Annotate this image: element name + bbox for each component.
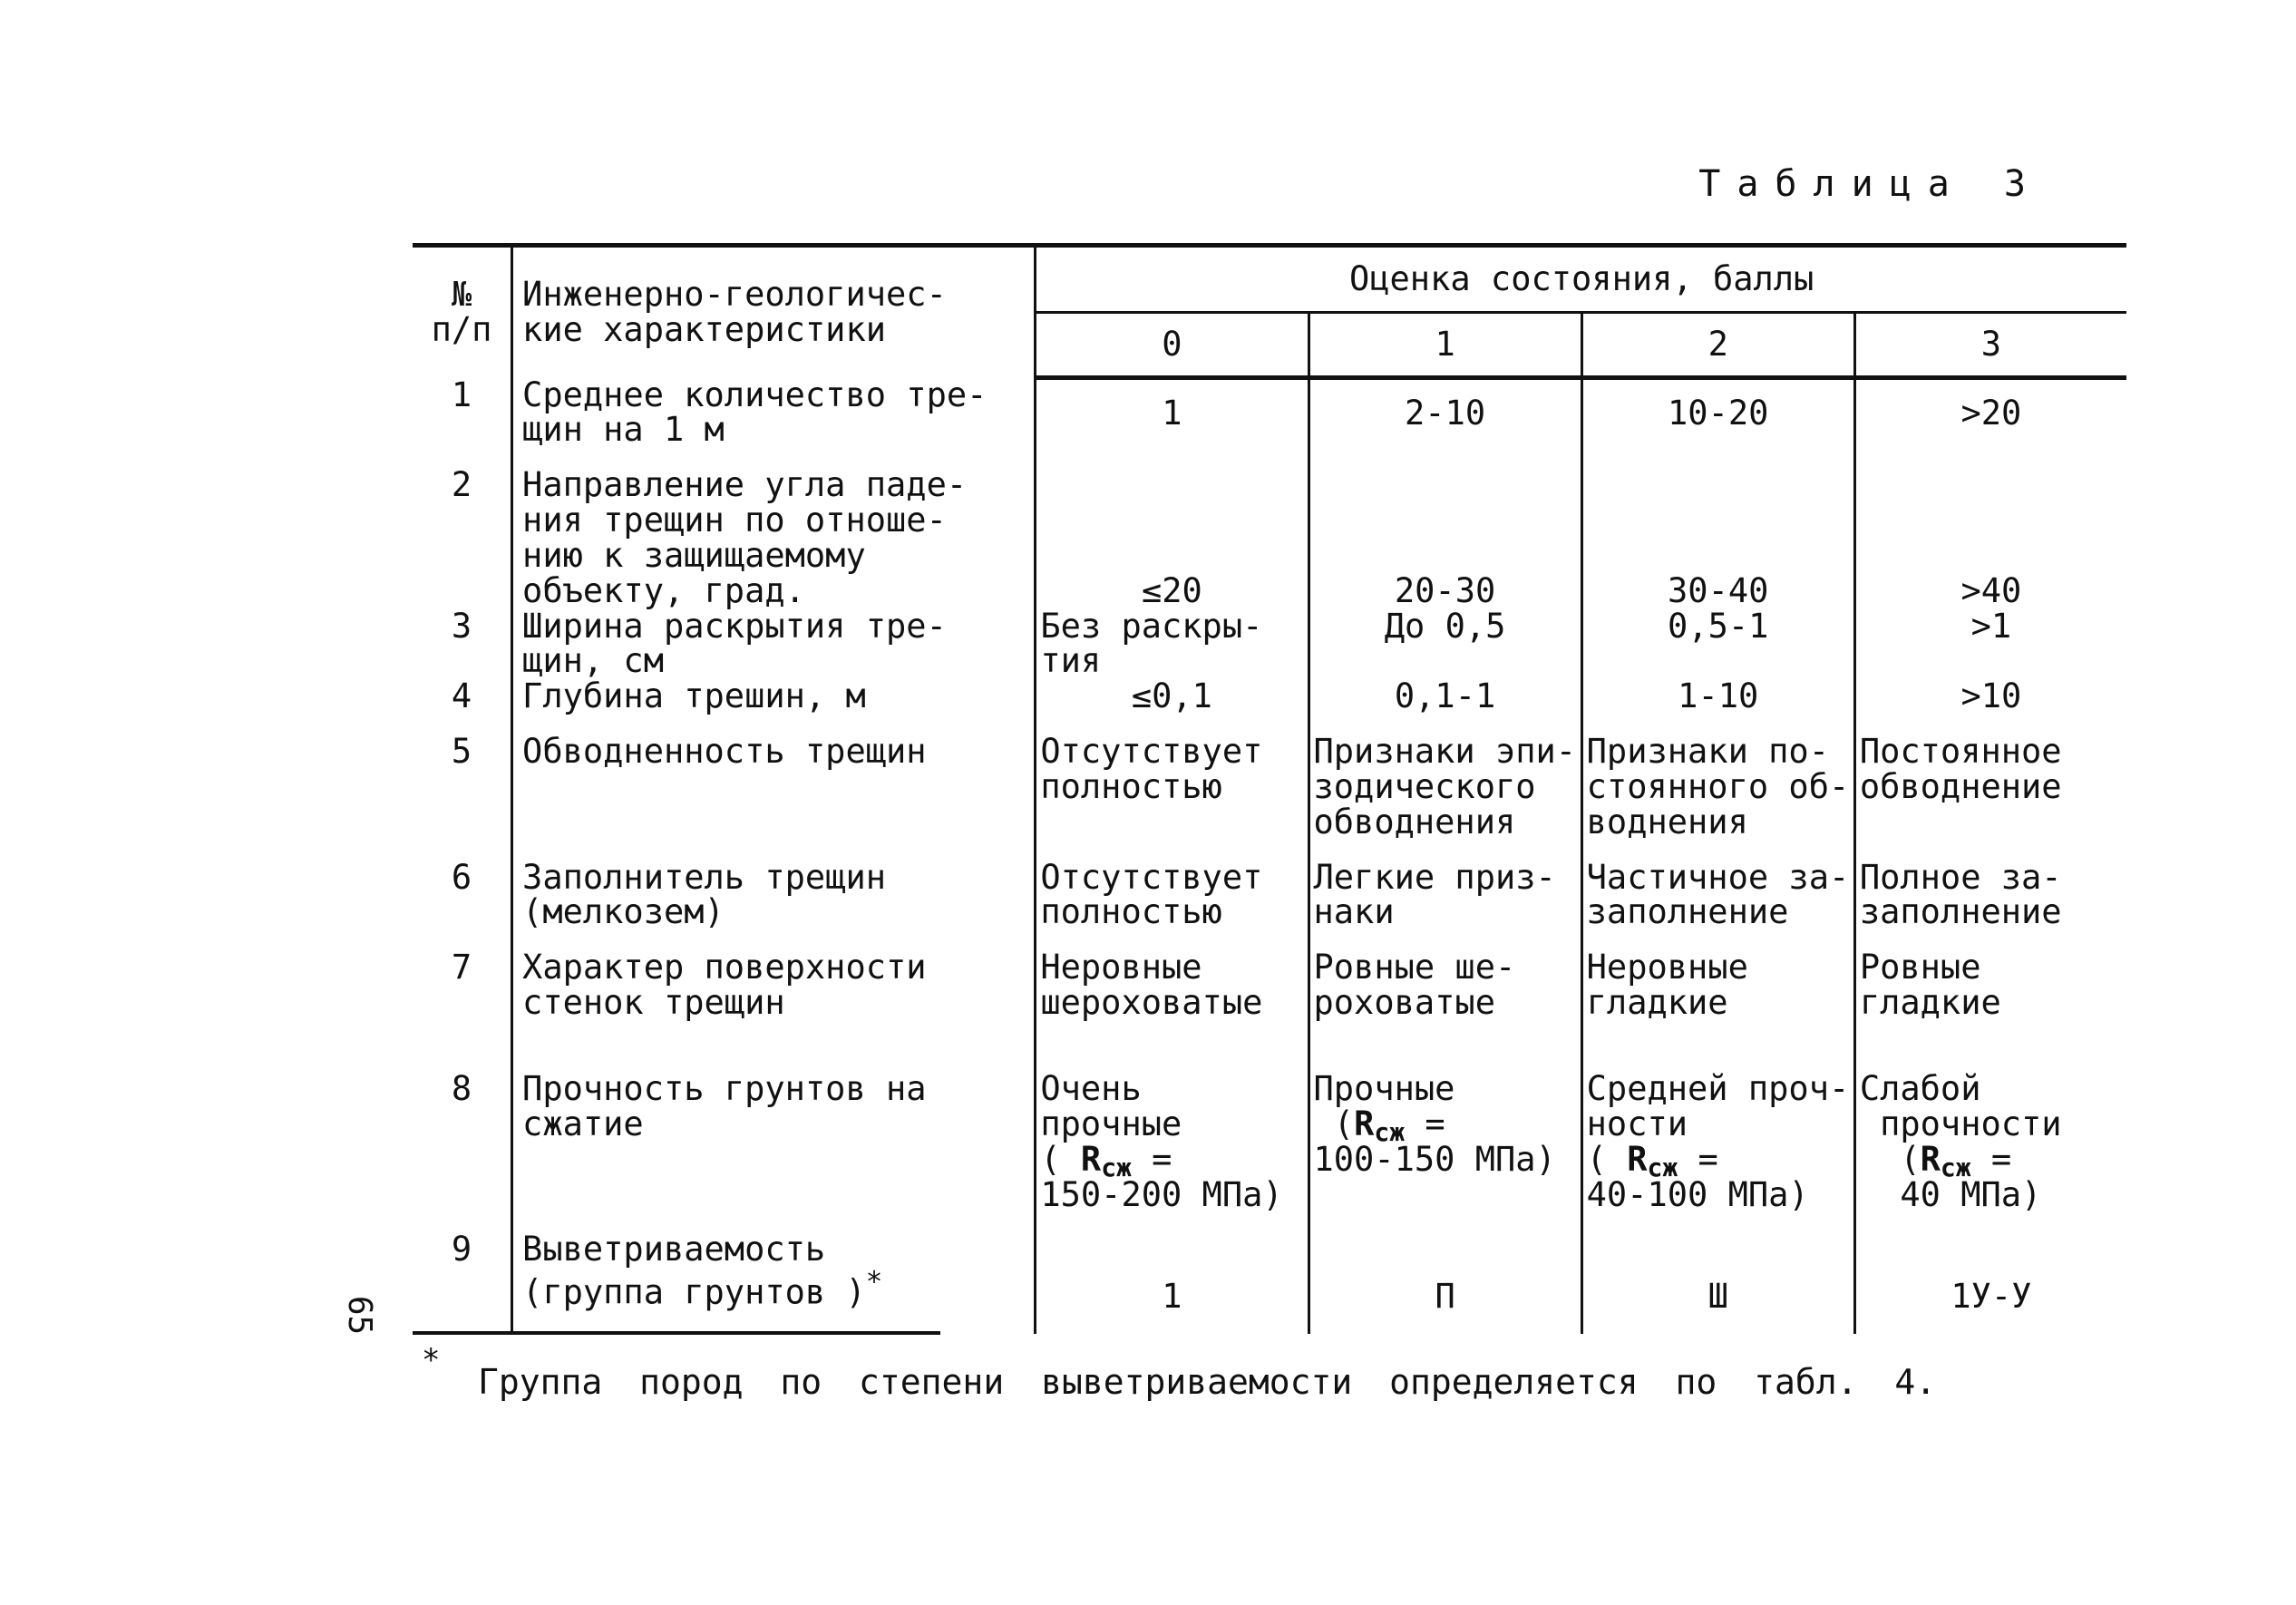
footnote-text: Группа пород по степени выветриваемости определяется по табл. 4. — [478, 1362, 1937, 1402]
table-row — [413, 468, 2126, 608]
header-score-0: 0 — [1036, 313, 1309, 378]
table-row — [413, 1072, 2126, 1212]
row-characteristic: Заполнитель трещин (мелкозем) — [512, 861, 1036, 931]
cell-score-2: Ш — [1581, 1232, 1854, 1314]
cell-score-2: Частичное за- заполнение — [1581, 861, 1854, 931]
row-characteristic: Среднее количество тре- щин на 1 м — [512, 378, 1036, 449]
cell-score-2: 0,5-1 — [1581, 609, 1854, 680]
header-score-1: 1 — [1309, 313, 1581, 378]
cell-score-1: 2-10 — [1309, 378, 1581, 449]
row-num: 4 — [451, 676, 472, 716]
cell-score-0: Очень прочные ( Rсж = 150-200 МПа) — [1036, 1072, 1309, 1212]
row-num: 8 — [451, 1069, 472, 1108]
cell-score-3: >10 — [1854, 679, 2126, 715]
header-score-3: 3 — [1854, 313, 2126, 378]
row-num: 5 — [451, 732, 472, 772]
row-num: 6 — [451, 857, 472, 897]
cell-score-3: >1 — [1854, 609, 2126, 680]
cell-score-0: ≤0,1 — [1036, 679, 1309, 715]
row-characteristic: Направление угла паде- ния трещин по отноше- нию к защищаемому объекту, град. — [512, 468, 1036, 608]
table-row — [413, 861, 2126, 931]
footnote-mark: * — [865, 1266, 883, 1299]
row-num: 7 — [451, 948, 472, 987]
cell-score-3: Ровные гладкие — [1854, 950, 2126, 1021]
cell-score-1: Легкие приз- наки — [1309, 861, 1581, 931]
table-row — [413, 609, 2126, 680]
header-characteristics: Инженерно-геологичес- кие характеристики — [512, 246, 1036, 378]
cell-score-1: Ровные ше- роховатые — [1309, 950, 1581, 1021]
cell-score-2: Средней проч- ности ( Rсж = 40-100 МПа) — [1581, 1072, 1854, 1212]
cell-score-0: 1 — [1036, 378, 1309, 449]
cell-score-0: 1 — [1036, 1232, 1309, 1314]
cell-score-3: Полное за- заполнение — [1854, 861, 2126, 931]
cell-score-1: Прочные (Rсж = 100-150 МПа) — [1309, 1072, 1581, 1212]
table-row — [413, 734, 2126, 841]
assessment-table — [413, 243, 2126, 1334]
page-number: 65 — [341, 1295, 379, 1336]
cell-score-0: Без раскры- тия — [1036, 609, 1309, 680]
cell-score-0: ≤20 — [1036, 468, 1309, 608]
row-num: 2 — [451, 465, 472, 505]
cell-score-2: 1-10 — [1581, 679, 1854, 715]
row-num: 3 — [451, 606, 472, 646]
cell-score-0: Отсутствует полностью — [1036, 861, 1309, 931]
cell-score-1: 20-30 — [1309, 468, 1581, 608]
table-row — [413, 378, 2126, 449]
cell-score-3: Постоянное обводнение — [1854, 734, 2126, 841]
cell-score-1: До 0,5 — [1309, 609, 1581, 680]
table-row — [413, 679, 2126, 715]
table-row — [413, 950, 2126, 1021]
cell-score-0: Неровные шероховатые — [1036, 950, 1309, 1021]
row-characteristic: Характер поверхности стенок трещин — [512, 950, 1036, 1021]
row-num: 9 — [451, 1230, 472, 1269]
header-num: № п/п — [413, 246, 512, 378]
cell-score-1: П — [1309, 1232, 1581, 1314]
cell-score-1: Признаки эпи- зодического обводнения — [1309, 734, 1581, 841]
row-characteristic: Прочность грунтов на сжатие — [512, 1072, 1036, 1212]
row-num: 1 — [451, 374, 472, 414]
table-row — [413, 1232, 2126, 1314]
cell-score-2: 30-40 — [1581, 468, 1854, 608]
cell-score-3: 1У-У — [1854, 1232, 2126, 1314]
cell-score-0: Отсутствует полностью — [1036, 734, 1309, 841]
row-characteristic: Выветриваемость (группа грунтов )* — [512, 1232, 1036, 1314]
row-characteristic: Глубина трешин, м — [512, 679, 1036, 715]
footnote-divider — [413, 1331, 940, 1335]
cell-score-2: 10-20 — [1581, 378, 1854, 449]
table-caption: Таблица 3 — [1698, 163, 2042, 205]
row-spacer — [413, 1021, 2126, 1072]
row-characteristic: Обводненность трещин — [512, 734, 1036, 841]
cell-score-3: >20 — [1854, 378, 2126, 449]
cell-score-2: Признаки по- стоянного об- воднения — [1581, 734, 1854, 841]
header-score-group: Оценка состояния, баллы — [1036, 246, 2126, 313]
footnote-star: * — [422, 1342, 441, 1378]
row-characteristic: Ширина раскрытия тре- щин, см — [512, 609, 1036, 680]
cell-score-3: >40 — [1854, 468, 2126, 608]
cell-score-3: Слабой прочности (Rсж = 40 МПа) — [1854, 1072, 2126, 1212]
cell-score-1: 0,1-1 — [1309, 679, 1581, 715]
cell-score-2: Неровные гладкие — [1581, 950, 1854, 1021]
header-score-2: 2 — [1581, 313, 1854, 378]
